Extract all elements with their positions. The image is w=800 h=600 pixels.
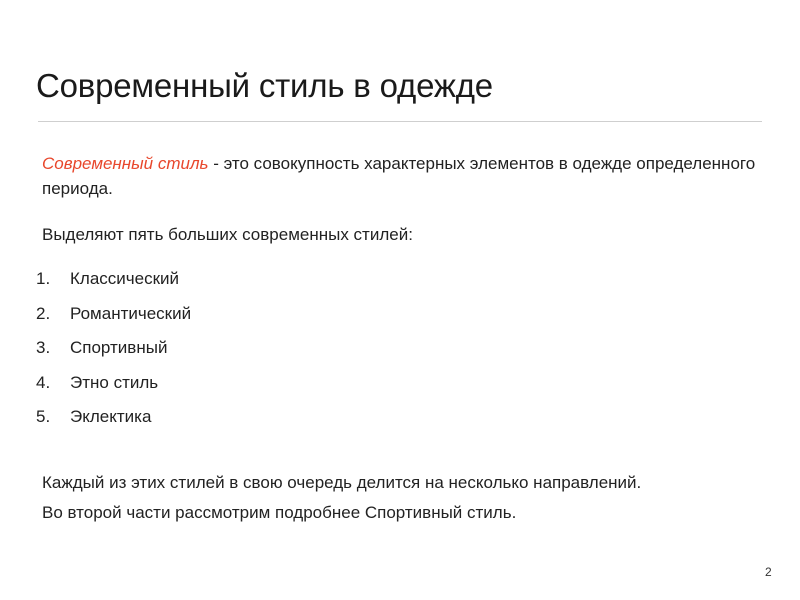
styles-list [36,264,191,437]
list-item-number: 3. [36,338,51,357]
list-item-number: 2. [36,303,51,323]
closing-line: Каждый из этих стилей в свою очередь делится на несколько направлений. [42,473,642,492]
list-item [36,402,191,437]
list-item [36,333,191,368]
title-divider [38,121,762,122]
definition-paragraph [42,151,762,201]
list-item-label: Классический [70,269,180,288]
closing-text [42,470,641,530]
list-item [36,264,191,299]
list-item-number: 5. [36,407,51,426]
list-item-label: Романтический [70,303,192,323]
list-item-number: 1. [36,269,51,288]
definition-text: - это совокупность характерных элементов в одежде определенного периода. [42,154,756,198]
list-item-label: Этно стиль [70,372,159,392]
list-item [36,299,191,334]
closing-line: Во второй части рассмотрим подробнее Спортивный стиль. [42,503,517,522]
list-item-label: Спортивный [70,338,168,357]
list-lead-in: Выделяют пять больших современных стилей: [42,225,413,244]
list-item-label: Эклектика [70,407,152,426]
slide-title: Современный стиль в одежде [36,67,493,104]
highlighted-term: Современный стиль [42,154,209,173]
page-number: 2 [765,565,772,579]
list-item-number: 4. [36,372,51,392]
list-item [36,368,191,403]
